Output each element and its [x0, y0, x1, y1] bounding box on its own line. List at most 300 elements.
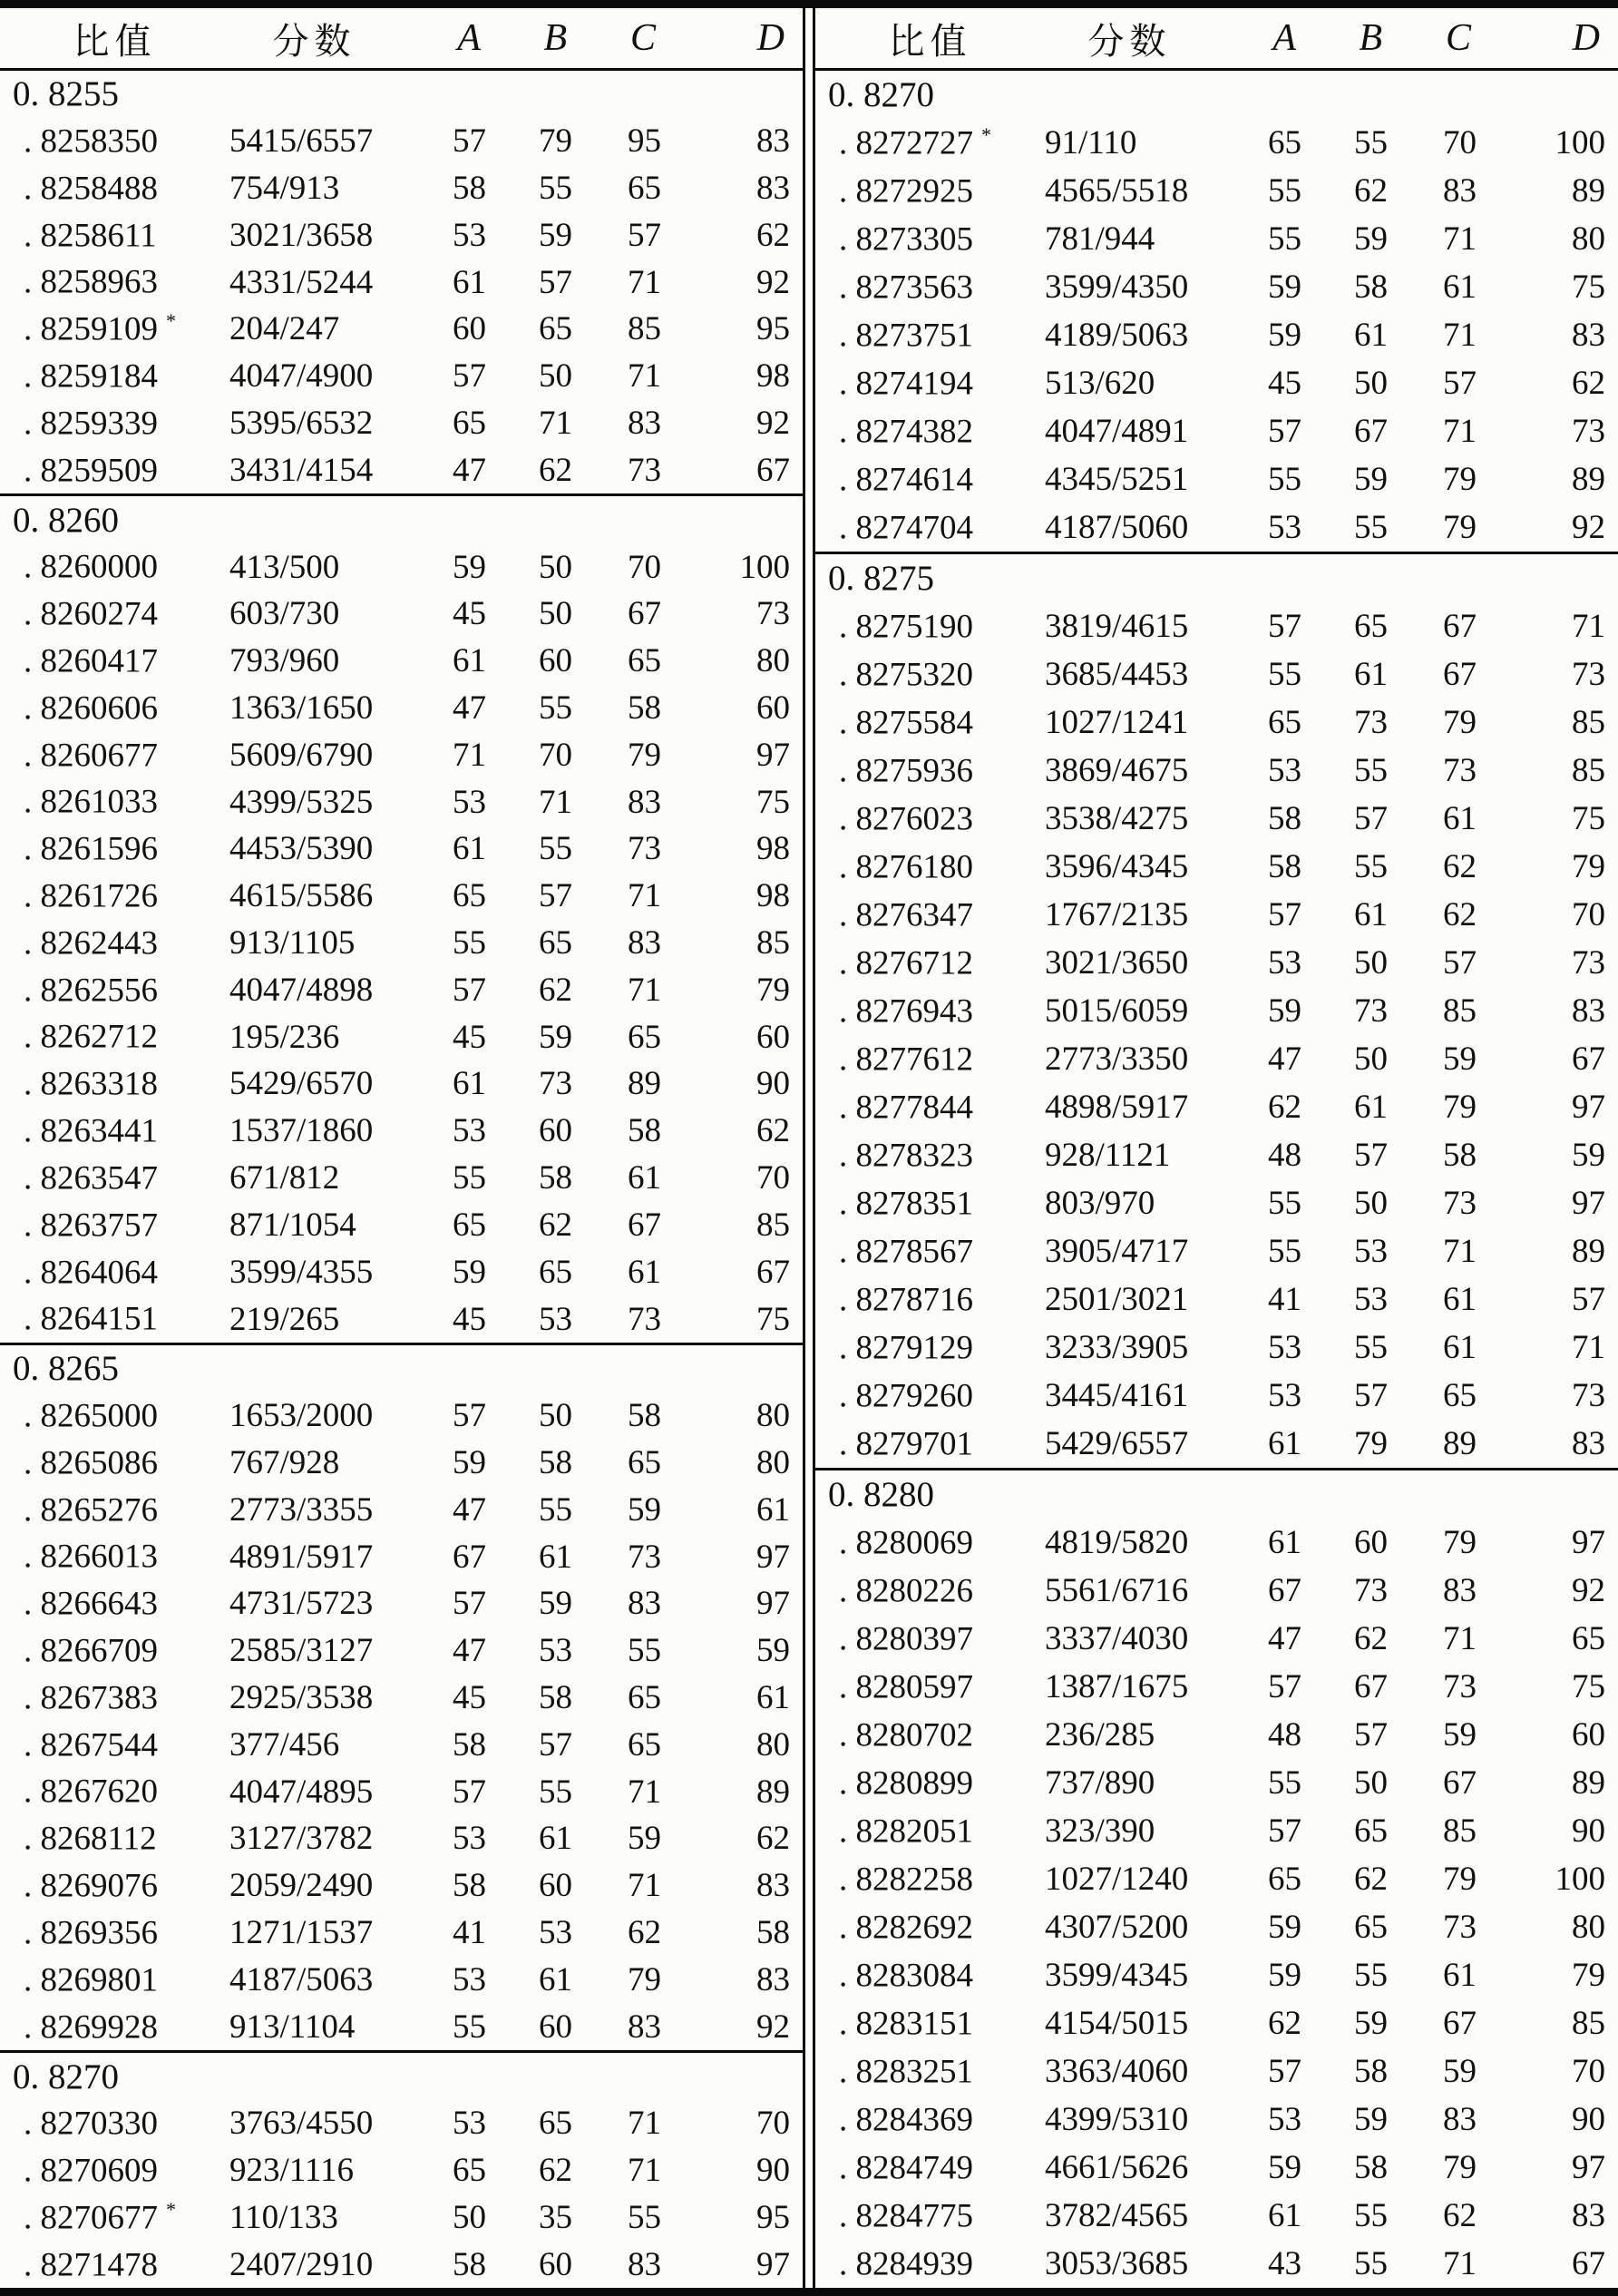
- ratio-value: . 8282258: [839, 1861, 973, 1899]
- ratio-value: . 8260000: [24, 548, 158, 586]
- col-a-value: 47: [453, 1490, 486, 1529]
- ratio-value: . 8266709: [24, 1632, 158, 1670]
- col-d-value: 89: [1572, 1233, 1605, 1270]
- ratio-value: . 8268112: [24, 1820, 157, 1858]
- ratio-value: . 8272727: [839, 124, 973, 162]
- table-row: [0, 1815, 803, 1862]
- table-row: [815, 843, 1618, 891]
- ratio-cell: [815, 123, 1045, 162]
- col-c-value: 58: [628, 689, 661, 727]
- col-b-value: 58: [539, 1159, 572, 1197]
- table-row: [0, 966, 803, 1013]
- section-label: 0. 8270: [828, 75, 934, 114]
- col-a-value: 57: [453, 357, 486, 396]
- fraction-value: 3538/4275: [1045, 800, 1189, 837]
- ratio-cell: [815, 1424, 1045, 1463]
- col-d-value: 61: [756, 1679, 790, 1717]
- col-a-value: 47: [453, 451, 486, 489]
- col-d-value: 60: [1572, 1716, 1605, 1754]
- ratio-value: . 8267544: [24, 1726, 158, 1764]
- table-row: [815, 2144, 1618, 2192]
- col-d-value: 83: [756, 170, 790, 208]
- col-b-value: 65: [1354, 1909, 1388, 1946]
- col-b-value: 57: [1354, 1377, 1388, 1414]
- col-d-value: 61: [756, 1490, 790, 1529]
- fraction-value: 4399/5325: [229, 783, 374, 821]
- table-row: [815, 1227, 1618, 1275]
- col-a-value: 55: [1268, 1764, 1301, 1802]
- fraction-value: 4453/5390: [229, 830, 374, 868]
- col-c-value: 61: [628, 1159, 661, 1197]
- ratio-cell: [0, 1725, 229, 1764]
- fraction-value: 2059/2490: [229, 1867, 374, 1905]
- col-b-value: 62: [539, 971, 572, 1009]
- col-d-value: 73: [1572, 1377, 1605, 1414]
- ratio-cell: [0, 357, 229, 396]
- col-a-value: 61: [1268, 2197, 1301, 2234]
- fraction-value: 4615/5586: [229, 877, 374, 915]
- col-b-value: 65: [539, 924, 572, 962]
- col-b-value: 50: [1354, 1764, 1388, 1802]
- fraction-value: 4154/5015: [1045, 2005, 1189, 2042]
- col-b-value: 61: [539, 1960, 572, 1998]
- ratio-cell: [0, 1253, 229, 1292]
- col-a-value: 67: [1268, 1572, 1301, 1609]
- ratio-value: . 8270330: [24, 2105, 158, 2143]
- ratio-cell: [0, 451, 229, 490]
- ratio-cell: [0, 122, 229, 161]
- col-b-value: 79: [539, 122, 572, 161]
- col-d-value: 83: [1572, 1425, 1605, 1462]
- ratio-cell: [815, 2196, 1045, 2235]
- table-row: [815, 650, 1618, 699]
- col-a-value: 45: [1268, 365, 1301, 402]
- ratio-value: . 8261596: [24, 830, 158, 868]
- col-b-value: 55: [1354, 1957, 1388, 1994]
- col-d-value: 65: [1572, 1620, 1605, 1657]
- col-a-value: 65: [453, 405, 486, 443]
- col-b-value: 50: [539, 548, 572, 586]
- ratio-value: . 8284749: [839, 2149, 973, 2187]
- fraction-value: 1767/2135: [1045, 896, 1189, 933]
- col-d-value: 92: [1572, 1572, 1605, 1609]
- col-a-value: 61: [453, 1065, 486, 1103]
- col-b-value: 70: [539, 736, 572, 774]
- table-row: [0, 118, 803, 165]
- fraction-value: 928/1121: [1045, 1137, 1171, 1174]
- ratio-cell: [0, 1158, 229, 1197]
- table-row: [815, 1567, 1618, 1615]
- col-b-value: 71: [539, 783, 572, 821]
- fraction-value: 236/285: [1045, 1716, 1155, 1754]
- col-c-value: 85: [1443, 992, 1477, 1030]
- ratio-cell: [0, 169, 229, 208]
- ratio-value: . 8270677: [24, 2199, 158, 2237]
- table-row: [0, 447, 803, 494]
- ratio-cell: [815, 2052, 1045, 2091]
- col-a-value: 59: [1268, 317, 1301, 354]
- col-b-value: 62: [1354, 1861, 1388, 1898]
- col-c-value: 65: [1443, 1377, 1477, 1414]
- col-c-value: 73: [1443, 752, 1477, 789]
- ratio-cell: [815, 2148, 1045, 2187]
- col-b-value: 35: [539, 2198, 572, 2236]
- col-a-value: 59: [453, 1253, 486, 1291]
- col-d-value: 80: [1572, 220, 1605, 258]
- ratio-cell: [0, 1772, 229, 1811]
- fraction-value: 1537/1860: [229, 1112, 374, 1150]
- fraction-value: 413/500: [229, 548, 340, 586]
- fraction-value: 3685/4453: [1045, 656, 1189, 693]
- col-d-value: 90: [1572, 2101, 1605, 2138]
- section-row: [0, 493, 803, 543]
- col-c-value: 65: [628, 1679, 661, 1717]
- col-d-value: 92: [1572, 509, 1605, 546]
- ratio-value: . 8263547: [24, 1159, 158, 1197]
- table-row: [0, 2100, 803, 2147]
- col-c-value: 73: [628, 830, 661, 868]
- col-b-value: 62: [1354, 1620, 1388, 1657]
- ratio-cell: [815, 1571, 1045, 1610]
- col-c-value: 71: [628, 263, 661, 301]
- col-c-value: 58: [1443, 1137, 1477, 1174]
- table-row: [0, 1957, 803, 2004]
- ratio-value: . 8279701: [839, 1425, 973, 1463]
- ratio-value: . 8271478: [24, 2245, 158, 2283]
- col-a-value: 53: [453, 783, 486, 821]
- col-a-value: 61: [1268, 1524, 1301, 1561]
- col-c-value: 62: [628, 1914, 661, 1952]
- fraction-value: 3021/3658: [229, 216, 374, 254]
- fraction-value: 377/456: [229, 1725, 340, 1764]
- col-b-value: 58: [1354, 269, 1388, 306]
- table-row: [815, 359, 1618, 407]
- col-b-value: 67: [1354, 413, 1388, 450]
- col-c-value: 65: [628, 1443, 661, 1481]
- col-c-value: 73: [1443, 1668, 1477, 1705]
- fraction-value: 3337/4030: [1045, 1620, 1189, 1657]
- ratio-value: . 8265086: [24, 1444, 158, 1482]
- table-row: [0, 1862, 803, 1910]
- column-divider: [803, 8, 815, 2288]
- table-row: [0, 306, 803, 353]
- col-d-value: 67: [1572, 1041, 1605, 1078]
- col-b-value: 59: [539, 1585, 572, 1623]
- col-c-value: 85: [1443, 1812, 1477, 1850]
- col-c-value: 73: [628, 451, 661, 489]
- col-c-value: 79: [1443, 509, 1477, 546]
- col-c-value: 73: [1443, 1909, 1477, 1946]
- ratio-value: . 8262556: [24, 972, 158, 1009]
- ratio-cell: [0, 1537, 229, 1576]
- table-row: [0, 1486, 803, 1533]
- col-d-value: 97: [1572, 1524, 1605, 1561]
- fraction-value: 737/890: [1045, 1764, 1155, 1802]
- ratio-value: . 8267383: [24, 1679, 158, 1717]
- ratio-value: . 8258611: [24, 217, 157, 254]
- col-b-value: 59: [539, 1018, 572, 1056]
- ratio-value: . 8258350: [24, 122, 158, 161]
- ratio-cell: [815, 460, 1045, 499]
- table-row: [815, 119, 1618, 167]
- table-row: [815, 1275, 1618, 1324]
- table-row: [0, 1202, 803, 1249]
- fraction-value: 803/970: [1045, 1185, 1155, 1222]
- ratio-cell: [815, 1376, 1045, 1415]
- col-c-value: 57: [1443, 944, 1477, 982]
- col-d-value: 79: [1572, 848, 1605, 885]
- col-d-value: 89: [1572, 172, 1605, 210]
- col-b-value: 55: [1354, 752, 1388, 789]
- ratio-cell: [815, 1184, 1045, 1223]
- col-a-value: 50: [453, 2198, 486, 2236]
- col-d-value: 71: [1572, 1329, 1605, 1366]
- table-row: [815, 2096, 1618, 2144]
- header-col-d: D: [756, 17, 785, 59]
- fraction-value: 2407/2910: [229, 2245, 374, 2283]
- col-d-value: 85: [1572, 2005, 1605, 2042]
- col-c-value: 71: [628, 2105, 661, 2143]
- ratio-value: . 8283084: [839, 1957, 973, 1995]
- col-b-value: 53: [539, 1300, 572, 1338]
- ratio-value: . 8269076: [24, 1867, 158, 1905]
- col-c-value: 61: [1443, 1281, 1477, 1318]
- table-row: [815, 1807, 1618, 1855]
- col-d-value: 60: [756, 1018, 790, 1056]
- col-d-value: 70: [1572, 2053, 1605, 2090]
- col-c-value: 71: [628, 971, 661, 1009]
- ratio-cell: [815, 1764, 1045, 1803]
- col-d-value: 80: [756, 1443, 790, 1481]
- fraction-value: 3445/4161: [1045, 1377, 1189, 1414]
- table-row: [815, 1711, 1618, 1759]
- col-d-value: 83: [1572, 317, 1605, 354]
- ratio-cell: [815, 508, 1045, 547]
- table-row: [0, 873, 803, 920]
- table-row: [815, 987, 1618, 1035]
- col-a-value: 57: [1268, 896, 1301, 933]
- right-table-header: [815, 8, 1618, 71]
- col-b-value: 73: [539, 1065, 572, 1103]
- header-ratio: 比值: [888, 20, 972, 62]
- col-a-value: 55: [1268, 1185, 1301, 1222]
- fraction-value: 3599/4345: [1045, 1957, 1189, 1994]
- col-c-value: 79: [1443, 2149, 1477, 2186]
- fraction-value: 3905/4717: [1045, 1233, 1189, 1270]
- col-c-value: 65: [628, 1725, 661, 1764]
- header-ratio: 比值: [73, 20, 157, 62]
- fraction-value: 3363/4060: [1045, 2053, 1189, 2090]
- ratio-cell: [0, 262, 229, 301]
- col-b-value: 61: [539, 1538, 572, 1576]
- col-d-value: 89: [756, 1773, 790, 1811]
- table-row: [0, 353, 803, 400]
- col-b-value: 60: [539, 2008, 572, 2046]
- col-c-value: 59: [1443, 1041, 1477, 1078]
- ratio-cell: [815, 316, 1045, 355]
- col-a-value: 53: [1268, 944, 1301, 982]
- col-d-value: 62: [756, 1112, 790, 1150]
- ratio-cell: [815, 412, 1045, 451]
- fraction-value: 3053/3685: [1045, 2245, 1189, 2282]
- table-row: [0, 1768, 803, 1815]
- col-d-value: 75: [1572, 800, 1605, 837]
- col-a-value: 53: [453, 216, 486, 254]
- col-a-value: 57: [1268, 413, 1301, 450]
- ratio-value: . 8273751: [839, 317, 973, 355]
- col-b-value: 59: [1354, 2005, 1388, 2042]
- col-c-value: 79: [1443, 1861, 1477, 1898]
- header-col-c: C: [629, 17, 656, 59]
- col-a-value: 57: [1268, 2053, 1301, 2090]
- col-a-value: 41: [453, 1914, 486, 1952]
- header-col-c: C: [1445, 17, 1471, 59]
- col-d-value: 89: [1572, 461, 1605, 498]
- fraction-value: 219/265: [229, 1300, 340, 1338]
- table-row: [0, 1295, 803, 1343]
- fraction-value: 513/620: [1045, 365, 1155, 402]
- col-a-value: 55: [1268, 220, 1301, 258]
- col-b-value: 53: [1354, 1281, 1388, 1318]
- ratio-cell: [815, 1667, 1045, 1706]
- table-row: [815, 2047, 1618, 2096]
- table-row: [815, 1035, 1618, 1083]
- ratio-value: . 8275190: [839, 608, 973, 646]
- section-row: [815, 71, 1618, 119]
- col-a-value: 60: [453, 310, 486, 348]
- ratio-cell: [815, 1956, 1045, 1995]
- col-c-value: 59: [1443, 2053, 1477, 2090]
- col-a-value: 53: [1268, 1329, 1301, 1366]
- col-c-value: 67: [1443, 656, 1477, 693]
- ratio-value: . 8279260: [839, 1377, 973, 1415]
- col-b-value: 65: [539, 310, 572, 348]
- col-a-value: 65: [453, 1206, 486, 1244]
- ratio-cell: [815, 799, 1045, 838]
- col-c-value: 73: [1443, 1185, 1477, 1222]
- col-c-value: 83: [628, 783, 661, 821]
- col-d-value: 95: [756, 2198, 790, 2236]
- ratio-value: . 8259184: [24, 357, 158, 396]
- col-c-value: 65: [628, 170, 661, 208]
- col-c-value: 67: [1443, 1764, 1477, 1802]
- col-a-value: 58: [1268, 800, 1301, 837]
- col-c-value: 79: [628, 1960, 661, 1998]
- fraction-value: 781/944: [1045, 220, 1155, 258]
- ratio-value: . 8258963: [24, 263, 158, 301]
- col-a-value: 57: [453, 122, 486, 161]
- table-row: [815, 602, 1618, 650]
- col-a-value: 57: [1268, 1812, 1301, 1850]
- table-row: [815, 1615, 1618, 1663]
- col-d-value: 75: [756, 783, 790, 821]
- col-d-value: 73: [756, 595, 790, 633]
- col-b-value: 79: [1354, 1425, 1388, 1462]
- fraction-value: 913/1104: [229, 2008, 356, 2046]
- fraction-value: 1653/2000: [229, 1397, 374, 1435]
- ratio-value: . 8265000: [24, 1397, 158, 1435]
- ratio-cell: [0, 1017, 229, 1056]
- ratio-cell: [0, 2104, 229, 2143]
- col-a-value: 53: [453, 1960, 486, 1998]
- col-b-value: 59: [539, 216, 572, 254]
- left-table-header: [0, 8, 803, 71]
- header-fraction: 分数: [272, 20, 356, 62]
- fraction-value: 4307/5200: [1045, 1909, 1189, 1946]
- fraction-value: 671/812: [229, 1159, 340, 1197]
- col-a-value: 47: [453, 689, 486, 727]
- col-d-value: 97: [1572, 2149, 1605, 2186]
- fraction-value: 4047/4891: [1045, 413, 1189, 450]
- ratio-cell: [0, 829, 229, 868]
- ratio-value: . 8284369: [839, 2101, 973, 2139]
- col-d-value: 85: [1572, 704, 1605, 741]
- col-a-value: 57: [453, 1585, 486, 1623]
- col-a-value: 58: [453, 1725, 486, 1764]
- ratio-value: . 8276943: [839, 992, 973, 1031]
- fraction-value: 4047/4898: [229, 971, 374, 1009]
- col-c-value: 71: [1443, 317, 1477, 354]
- section-label: 0. 8275: [828, 559, 934, 598]
- section-row: [815, 552, 1618, 602]
- ratio-cell: [815, 171, 1045, 210]
- col-a-value: 53: [453, 2105, 486, 2143]
- fraction-value: 603/730: [229, 595, 340, 633]
- col-a-value: 47: [1268, 1041, 1301, 1078]
- fraction-value: 5429/6557: [1045, 1425, 1189, 1462]
- ratio-cell: [0, 1819, 229, 1858]
- header-col-a: A: [1272, 17, 1296, 59]
- fraction-value: 793/960: [229, 642, 340, 680]
- table-row: [815, 407, 1618, 455]
- col-c-value: 71: [1443, 2245, 1477, 2282]
- col-c-value: 79: [1443, 704, 1477, 741]
- col-c-value: 83: [1443, 1572, 1477, 1609]
- col-d-value: 100: [1555, 1861, 1605, 1898]
- ratio-cell: [0, 2151, 229, 2190]
- fraction-value: 923/1116: [229, 2152, 355, 2190]
- col-a-value: 59: [453, 548, 486, 586]
- col-c-value: 67: [628, 595, 661, 633]
- ratio-cell: [0, 1960, 229, 1999]
- col-c-value: 73: [628, 1538, 661, 1576]
- ratio-cell: [0, 1490, 229, 1529]
- table-row: [815, 1663, 1618, 1711]
- section-label: 0. 8280: [828, 1475, 934, 1514]
- ratio-cell: [815, 1812, 1045, 1851]
- col-b-value: 55: [1354, 2245, 1388, 2282]
- ratio-value: . 8269356: [24, 1914, 158, 1952]
- col-d-value: 79: [1572, 1957, 1605, 1994]
- ratio-cell: [815, 751, 1045, 790]
- ratio-cell: [815, 1088, 1045, 1127]
- col-b-value: 65: [1354, 608, 1388, 645]
- ratio-value: . 8280069: [839, 1524, 973, 1562]
- col-d-value: 97: [1572, 1089, 1605, 1126]
- col-b-value: 60: [539, 1112, 572, 1150]
- ratio-value: . 8273563: [839, 269, 973, 307]
- col-d-value: 80: [1572, 1909, 1605, 1946]
- ratio-cell: [815, 703, 1045, 742]
- col-a-value: 67: [453, 1538, 486, 1576]
- col-a-value: 47: [1268, 1620, 1301, 1657]
- footnote-asterisk: *: [981, 122, 991, 146]
- fraction-value: 767/928: [229, 1443, 340, 1481]
- table-row: [0, 165, 803, 212]
- fraction-value: 1387/1675: [1045, 1668, 1189, 1705]
- ratio-value: . 8270609: [24, 2152, 158, 2190]
- col-a-value: 48: [1268, 1716, 1301, 1754]
